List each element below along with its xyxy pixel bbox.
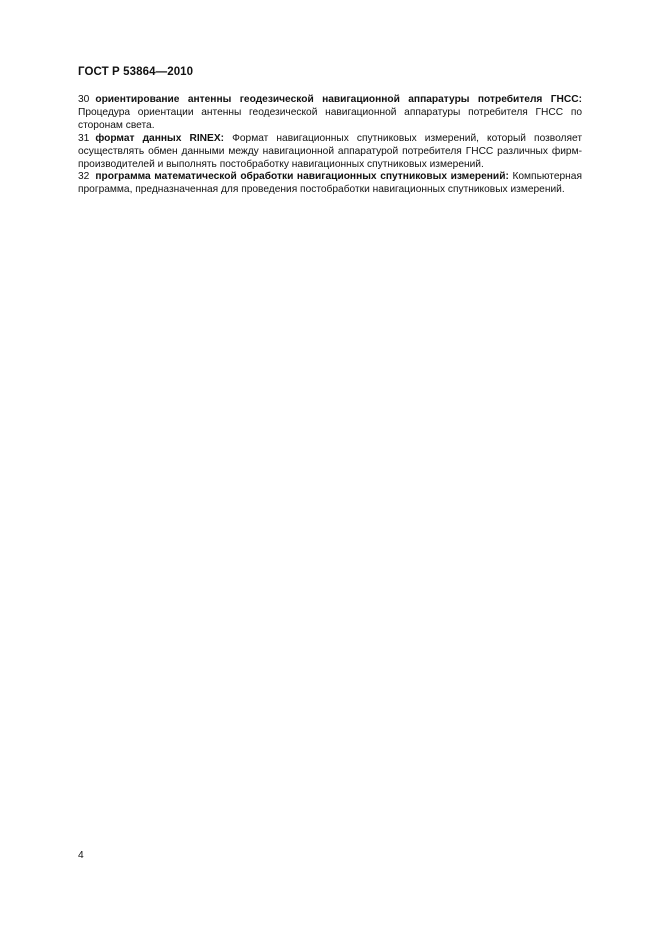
term-entry xyxy=(78,133,582,172)
term-entry xyxy=(78,94,582,133)
term-name: формат данных RINEX: xyxy=(95,132,225,144)
page-number: 4 xyxy=(78,850,84,861)
term-name: ориентирование антенны геодезической навигационной аппаратуры потребителя ГНСС: xyxy=(95,94,582,105)
term-number: 32 xyxy=(78,171,90,183)
term-definition: Компьютерная программа, предназначенная для проведения постобработки навигационных спутниковых измерений. xyxy=(78,171,582,196)
term-entry xyxy=(78,171,582,197)
document-code: ГОСТ Р 53864—2010 xyxy=(78,66,194,78)
term-definition: Процедура ориентации антенны геодезической навигационной аппаратуры потребителя ГНСС по сторонам света. xyxy=(78,106,582,131)
term-definition: Формат навигационных спутниковых измерений, который позволяет осуществлять обмен данными между навигационной аппаратурой потребителя ГНСС различных фирм-производителей и выполнять постобработку навигационных спутниковых измерений. xyxy=(78,132,582,170)
term-number: 30 xyxy=(78,94,90,105)
terms-list xyxy=(78,94,582,197)
term-name: программа математической обработки навигационных спутниковых измерений: xyxy=(95,171,509,183)
term-number: 31 xyxy=(78,132,90,144)
